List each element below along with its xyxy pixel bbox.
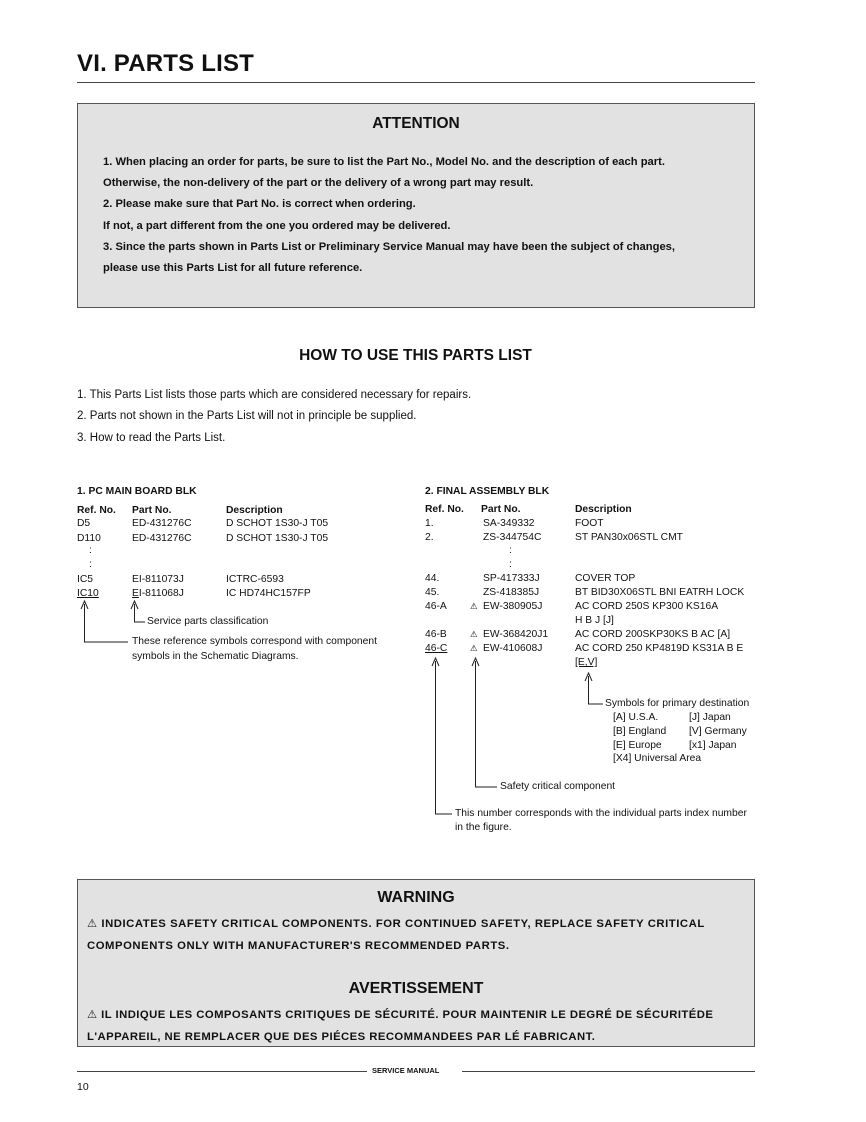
table-cell-ref: 44.: [425, 573, 440, 584]
table-cell-desc: FOOT: [575, 518, 604, 529]
callout-destination: [589, 676, 604, 704]
example2-heading: 2. FINAL ASSEMBLY BLK: [425, 486, 550, 497]
footer-rule-left: [77, 1071, 367, 1072]
table-cell-part: SA-349332: [483, 518, 535, 529]
page-title: VI. PARTS LIST: [77, 50, 255, 77]
table-cell-part: EW-410608J: [483, 643, 543, 654]
note-ref-symbols-1: These reference symbols correspond with component: [132, 636, 377, 647]
callout-service-class: [135, 604, 146, 622]
continuation-dots: :: [509, 545, 512, 556]
destination-code: [A] U.S.A.: [613, 712, 659, 723]
continuation-dots: :: [89, 545, 92, 556]
table-cell-desc: [E,V]: [575, 657, 598, 668]
part-prefix: E: [132, 588, 139, 599]
table-cell-part: EI-811073J: [132, 574, 184, 585]
avertissement-line-2: L'APPAREIL, NE REMPLACER QUE DES PIÉCES RECOMMANDEES PAR LÉ FABRICANT.: [87, 1031, 596, 1043]
table-cell-ref: 46-B: [425, 629, 447, 640]
warning-heading: WARNING: [377, 889, 455, 906]
part-rest: I-811068J: [138, 588, 184, 599]
table-cell-desc: D SCHOT 1S30-J T05: [226, 533, 329, 544]
table-cell-ref: 1.: [425, 518, 434, 529]
table-cell-desc: COVER TOP: [575, 573, 636, 584]
table-cell-part: ED-431276C: [132, 533, 192, 544]
warning-triangle-icon: ⚠: [87, 918, 98, 930]
table-cell-ref: 2.: [425, 532, 434, 543]
table-cell-part: ZS-344754C: [483, 532, 542, 543]
example1-col-part: Part No.: [132, 505, 172, 516]
warning-line-1: ⚠ INDICATES SAFETY CRITICAL COMPONENTS. FOR CONTINUED SAFETY, REPLACE SAFETY CRITICAL: [87, 918, 705, 930]
warning-line-2: COMPONENTS ONLY WITH MANUFACTURER'S RECOMMENDED PARTS.: [87, 940, 510, 952]
table-cell-desc: IC HD74HC157FP: [226, 588, 311, 599]
avertissement-heading: AVERTISSEMENT: [348, 980, 484, 997]
table-cell-desc: D SCHOT 1S30-J T05: [226, 518, 329, 529]
table-cell-part: ZS-418385J: [483, 587, 540, 598]
callout-ref-symbols: [85, 604, 129, 642]
warning-triangle-icon: ⚠: [87, 1009, 98, 1021]
attention-heading: ATTENTION: [372, 115, 460, 132]
table-cell-part: ED-431276C: [132, 518, 192, 529]
example1-col-ref: Ref. No.: [77, 505, 116, 516]
note-destination-heading: Symbols for primary destination: [605, 698, 750, 709]
warning-triangle-icon: ⚠: [470, 601, 478, 611]
attention-line: If not, a part different from the one you ordered may be delivered.: [103, 219, 451, 232]
table-cell-ref: D110: [77, 533, 101, 544]
example1-col-desc: Description: [226, 505, 283, 516]
table-cell-desc: H B J [J]: [575, 615, 614, 626]
table-cell-ref: 46-A: [425, 601, 447, 612]
continuation-dots: :: [89, 559, 92, 570]
table-cell-desc: AC CORD 200SKP30KS B AC [A]: [575, 629, 731, 640]
warning-text: [87, 913, 747, 957]
avertissement-line-1: ⚠ IL INDIQUE LES COMPOSANTS CRITIQUES DE SÉCURITÉ. POUR MAINTENIR LE DEGRÉ DE SÉCURITÉDE: [87, 1009, 714, 1021]
attention-line: 3. Since the parts shown in Parts List or Preliminary Service Manual may have been the subject of changes,: [103, 240, 675, 253]
example2-col-part: Part No.: [481, 504, 521, 515]
destination-code: [J] Japan: [689, 712, 731, 723]
warning-box: [77, 879, 755, 1047]
table-cell-desc: BT BID30X06STL BNI EATRH LOCK: [575, 587, 745, 598]
avertissement-text: [87, 1004, 747, 1048]
table-cell-desc: ST PAN30x06STL CMT: [575, 532, 683, 543]
footer-label: SERVICE MANUAL: [372, 1066, 440, 1075]
example1-heading: 1. PC MAIN BOARD BLK: [77, 486, 197, 497]
table-cell-part: EW-380905J: [483, 601, 543, 612]
continuation-dots: :: [509, 559, 512, 570]
note-service-class: Service parts classification: [147, 616, 269, 627]
table-cell-ref: IC5: [77, 574, 94, 585]
table-cell-part: SP-417333J: [483, 573, 540, 584]
note-ref-symbols-2: symbols in the Schematic Diagrams.: [132, 651, 299, 662]
attention-line: 2. Please make sure that Part No. is correct when ordering.: [103, 198, 416, 211]
destination-code: [B] England: [613, 726, 667, 737]
destination-code: [E] Europe: [613, 740, 662, 751]
warning-triangle-icon: ⚠: [470, 629, 478, 639]
destination-code: [V] Germany: [689, 726, 747, 737]
how-to-heading: HOW TO USE THIS PARTS LIST: [299, 347, 532, 364]
table-cell-ref: 46-C: [425, 643, 448, 654]
destination-code: [X4] Universal Area: [613, 753, 702, 764]
page-number: 10: [77, 1081, 89, 1093]
destination-code: [x1] Japan: [689, 740, 737, 751]
attention-line: Otherwise, the non-delivery of the part or the delivery of a wrong part may result.: [103, 177, 534, 190]
example2-col-ref: Ref. No.: [425, 504, 464, 515]
table-cell-ref: 45.: [425, 587, 440, 598]
warning-triangle-icon: ⚠: [470, 643, 478, 653]
note-safety-critical: Safety critical component: [500, 781, 616, 792]
callout-index: [436, 661, 453, 814]
attention-line: 1. When placing an order for parts, be sure to list the Part No., Model No. and the description of each part.: [103, 156, 665, 168]
how-to-item: 3. How to read the Parts List.: [77, 431, 226, 444]
table-cell-desc: AC CORD 250S KP300 KS16A: [575, 601, 719, 612]
how-to-item: 1. This Parts List lists those parts which are considered necessary for repairs.: [77, 389, 472, 401]
table-cell-ref: IC10: [77, 588, 99, 599]
footer-rule-right: [462, 1071, 755, 1072]
attention-line: please use this Parts List for all future reference.: [103, 262, 363, 275]
note-index-number-1: This number corresponds with the individual parts index number: [455, 808, 747, 819]
callout-safety: [476, 661, 498, 787]
note-index-number-2: in the figure.: [455, 822, 512, 833]
table-cell-desc: AC CORD 250 KP4819D KS31A B E: [575, 643, 744, 654]
example2-col-desc: Description: [575, 504, 632, 515]
how-to-item: 2. Parts not shown in the Parts List will not in principle be supplied.: [77, 410, 417, 423]
table-cell-desc: ICTRC-6593: [226, 574, 284, 585]
table-cell-ref: D5: [77, 518, 91, 529]
table-cell-part: EW-368420J1: [483, 629, 549, 640]
